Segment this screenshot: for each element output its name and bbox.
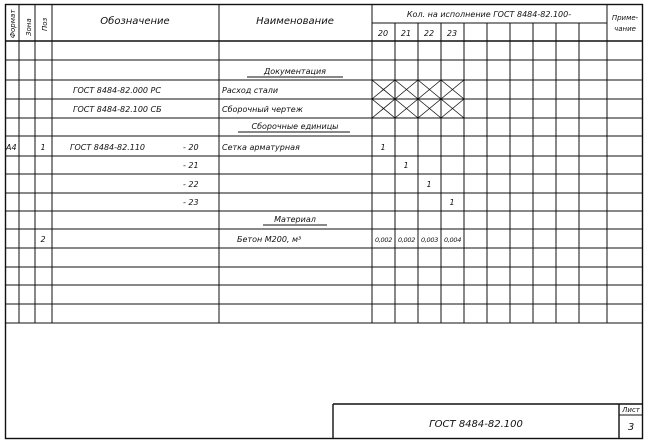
col-qty-title: Кол. на исполнение ГОСТ 8484-82.100-	[406, 10, 572, 19]
doc2-name: Сборочный чертеж	[222, 105, 303, 114]
section-documentation: Документация	[264, 67, 326, 76]
col-pos-label: Поз	[41, 17, 49, 31]
stamp-designation: ГОСТ 8484-82.100	[429, 419, 523, 430]
stamp-sheet-number: 3	[627, 422, 635, 433]
col-note-label-2: чание	[614, 25, 636, 33]
table-grid	[5, 5, 643, 323]
qty-variant-21: 21	[400, 29, 412, 38]
doc2-designation: ГОСТ 8484-82.100 СБ	[73, 105, 162, 114]
asm1-name: Сетка арматурная	[222, 143, 300, 152]
mat1-qty-22: 0,003	[420, 236, 439, 244]
col-designation-label: Обозначение	[100, 16, 170, 27]
qty-variant-23: 23	[446, 29, 458, 38]
mat1-qty-21: 0,002	[397, 236, 416, 244]
asm3-suffix: - 22	[183, 180, 199, 189]
doc1-name: Расход стали	[222, 86, 279, 95]
section-assembly-units: Сборочные единицы	[251, 122, 339, 131]
doc1-designation: ГОСТ 8484-82.000 РС	[73, 86, 161, 95]
mat1-name: Бетон М200, м³	[237, 235, 302, 244]
mat1-pos: 2	[40, 235, 46, 244]
col-note-label-1: Приме-	[611, 14, 639, 22]
qty-variant-20: 20	[377, 29, 389, 38]
asm1-format: А4	[6, 143, 17, 152]
qty-variant-22: 22	[423, 29, 435, 38]
asm1-suffix: - 20	[183, 143, 199, 152]
asm2-qty: 1	[403, 161, 409, 170]
asm1-designation: ГОСТ 8484-82.110	[70, 143, 146, 152]
asm2-suffix: - 21	[183, 161, 199, 170]
mat1-qty-23: 0,004	[443, 236, 462, 244]
mat1-qty-20: 0,002	[374, 236, 393, 244]
section-materials: Материал	[274, 215, 316, 224]
asm1-qty: 1	[380, 143, 386, 152]
asm1-pos: 1	[40, 143, 46, 152]
asm4-qty: 1	[449, 198, 455, 207]
asm4-suffix: - 23	[183, 198, 199, 207]
asm3-qty: 1	[426, 180, 432, 189]
col-zone-label: Зона	[25, 18, 33, 36]
col-format-label: Формат	[9, 9, 17, 38]
stamp-sheet-label: Лист	[622, 406, 640, 414]
col-name-label: Наименование	[256, 16, 334, 27]
